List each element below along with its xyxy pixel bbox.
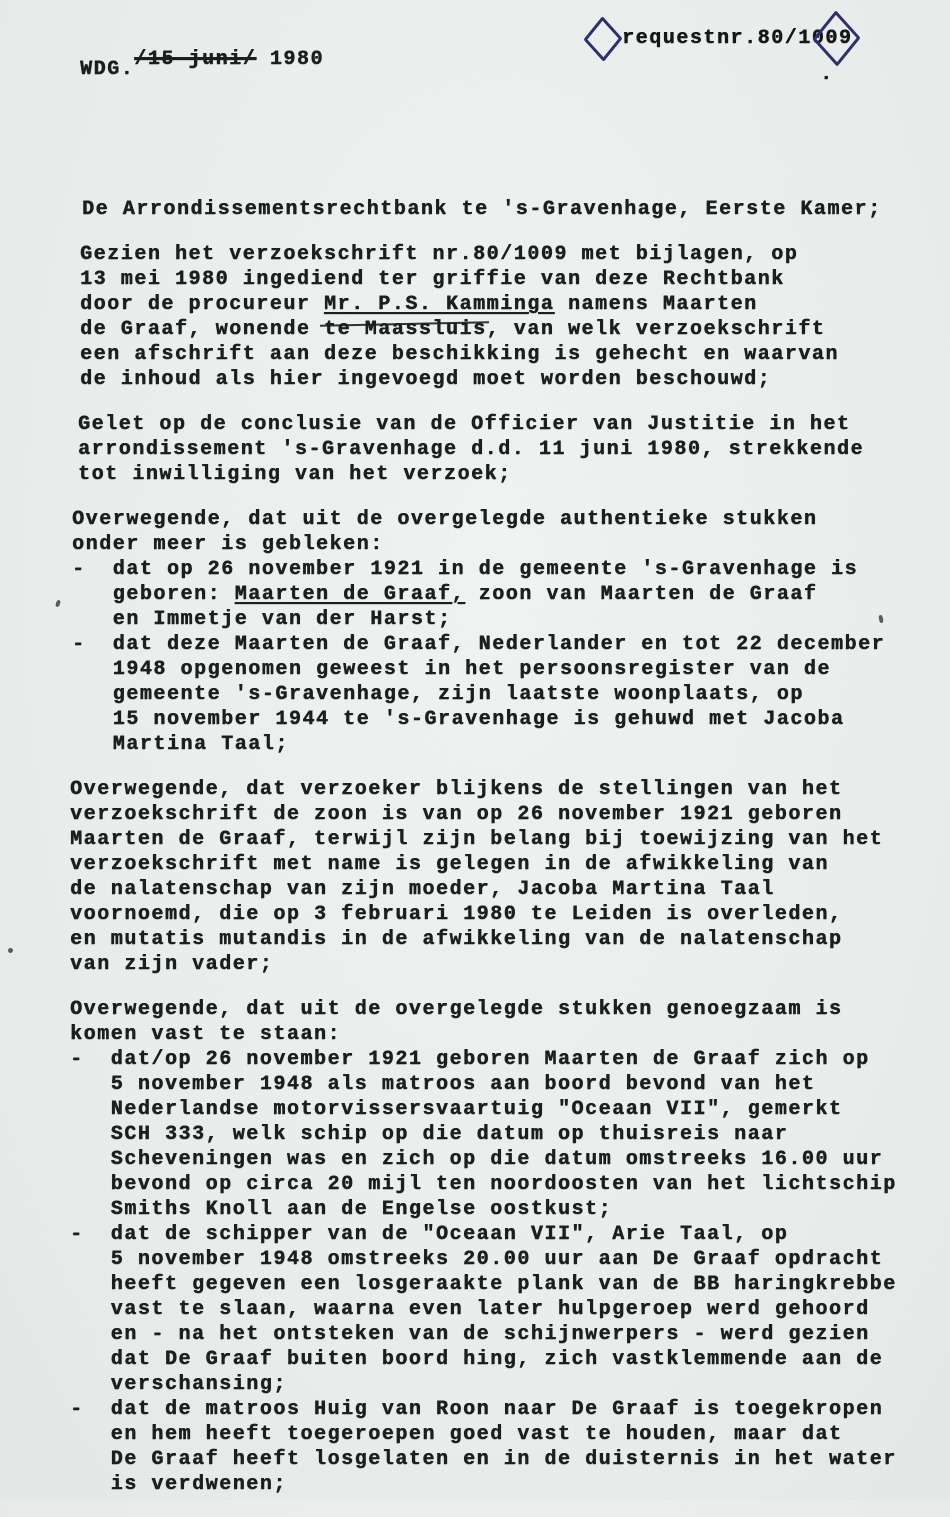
stamp-dot: . bbox=[820, 63, 834, 86]
text-line: De Graaf heeft losgelaten en in de duisternis in het water bbox=[70, 1448, 897, 1471]
text-line: Maarten de Graaf, terwijl zijn belang bij toewijzing van het bbox=[70, 828, 884, 851]
text-line: - dat/op 26 november 1921 geboren Maarten de Graaf zich op bbox=[70, 1048, 870, 1071]
struck-date: /15 juni/ bbox=[134, 48, 257, 71]
text-line: Overwegende, dat verzoeker blijkens de stellingen van het bbox=[70, 778, 843, 801]
emphasized-text: Mr. P.S. Kamminga bbox=[323, 293, 555, 316]
text-line: is verdwenen; bbox=[70, 1473, 287, 1496]
text-line: SCH 333, welk schip op die datum op thuisreis naar bbox=[70, 1123, 789, 1146]
text-line: arrondissement 's-Gravenhage d.d. 11 juni 1980, strekkende bbox=[78, 438, 865, 461]
text-line: Nederlandse motorvissersvaartuig "Oceaan VII", gemerkt bbox=[70, 1098, 843, 1121]
decision-body bbox=[70, 197, 910, 1517]
text-span: , van welk verzoekschrift bbox=[486, 318, 826, 341]
text-line: 15 november 1944 te 's-Gravenhage is gehuwd met Jacoba bbox=[72, 708, 845, 731]
text-line: de inhoud als hier ingevoegd moet worden beschouwd; bbox=[80, 368, 772, 391]
text-line: en - na het ontsteken van de schijnwerpers - werd gezien bbox=[70, 1323, 870, 1346]
paragraph-gezien bbox=[80, 242, 910, 392]
text-line bbox=[80, 317, 910, 342]
text-line: gemeente 's-Gravenhage, zijn laatste woonplaats, op bbox=[72, 683, 804, 706]
text-line: en mutatis mutandis in de afwikkeling van de nalatenschap bbox=[70, 928, 843, 951]
stamp-diamond-right-icon bbox=[813, 10, 861, 66]
text-line: verzoekschrift de zoon is van op 26 november 1921 geboren bbox=[70, 803, 843, 826]
text-line: Smiths Knoll aan de Engelse oostkust; bbox=[70, 1198, 613, 1221]
text-line: en hem heeft toegeroepen goed vast te houden, maar dat bbox=[70, 1423, 843, 1446]
text-line: Overwegende, dat uit de overgelegde stukken genoegzaam is bbox=[70, 998, 843, 1021]
text-line: Martina Taal; bbox=[72, 733, 289, 756]
ink-speck bbox=[55, 600, 61, 608]
text-line bbox=[80, 292, 910, 317]
emphasized-text: Maarten de Graaf, bbox=[234, 583, 466, 606]
text-line: 5 november 1948 omstreeks 20.00 uur aan De Graaf opdracht bbox=[70, 1248, 884, 1271]
text-span: de Graaf, wonende bbox=[80, 318, 324, 341]
text-span: namens Maarten bbox=[554, 293, 758, 316]
text-line: heeft gegeven een losgeraakte plank van de BB haringkrebbe bbox=[70, 1273, 897, 1296]
text-line: Scheveningen was en zich op die datum omstreeks 16.00 uur bbox=[70, 1148, 884, 1171]
text-line: Gezien het verzoekschrift nr.80/1009 met bijlagen, op bbox=[80, 243, 799, 266]
ink-speck bbox=[8, 948, 13, 953]
text-line: en Immetje van der Harst; bbox=[72, 608, 452, 631]
date-year: 1980 bbox=[256, 48, 324, 71]
paragraph-overwegende-1 bbox=[72, 507, 910, 757]
text-line: - dat deze Maarten de Graaf, Nederlander en tot 22 december bbox=[72, 633, 886, 656]
text-line: verzoekschrift met name is gelegen in de afwikkeling van bbox=[70, 853, 829, 876]
text-span: geboren: bbox=[72, 583, 235, 606]
text-line: komen vast te staan: bbox=[70, 1023, 342, 1046]
text-line: 1948 opgenomen geweest in het persoonsregister van de bbox=[72, 658, 831, 681]
text-line: de nalatenschap van zijn moeder, Jacoba Martina Taal bbox=[70, 878, 775, 901]
text-line: van zijn vader; bbox=[70, 953, 274, 976]
text-line: - dat de schipper van de "Oceaan VII", Arie Taal, op bbox=[70, 1223, 789, 1246]
text-line: dat De Graaf buiten boord hing, zich vastklemmende aan de bbox=[70, 1348, 884, 1371]
text-line: 13 mei 1980 ingediend ter griffie van deze Rechtbank bbox=[80, 268, 785, 291]
text-line: - dat op 26 november 1921 in de gemeente 's-Gravenhage is bbox=[72, 558, 859, 581]
request-number-stamp bbox=[588, 20, 855, 86]
text-line: verschansing; bbox=[70, 1373, 287, 1396]
paragraph-overwegende-2 bbox=[70, 777, 910, 977]
text-line: Gelet op de conclusie van de Officier van Justitie in het bbox=[78, 413, 851, 436]
text-span: zoon van Maarten de Graaf bbox=[465, 583, 818, 606]
text-line: 5 november 1948 als matroos aan boord bevond van het bbox=[70, 1073, 816, 1096]
text-line: tot inwilliging van het verzoek; bbox=[78, 463, 512, 486]
text-line bbox=[72, 582, 910, 607]
emphasized-text: te Maassluis bbox=[323, 318, 487, 341]
text-line: - dat de matroos Huig van Roon naar De Graaf is toegekropen bbox=[70, 1398, 884, 1421]
text-line: onder meer is gebleken: bbox=[72, 533, 384, 556]
stamp-text: requestnr.80/1009 bbox=[622, 27, 853, 50]
text-line: Overwegende, dat uit de overgelegde authentieke stukken bbox=[72, 508, 818, 531]
text-span: door de procureur bbox=[80, 293, 324, 316]
paragraph-gelet bbox=[78, 412, 910, 487]
court-heading: De Arrondissementsrechtbank te 's-Gravenhage, Eerste Kamer; bbox=[82, 198, 882, 221]
text-line: een afschrift aan deze beschikking is gehecht en waarvan bbox=[80, 343, 839, 366]
text-line: voornoemd, die op 3 februari 1980 te Leiden is overleden, bbox=[70, 903, 843, 926]
text-line: bevond op circa 20 mijl ten noordoosten van het lichtschip bbox=[70, 1173, 897, 1196]
paragraph-overwegende-3 bbox=[70, 997, 910, 1497]
clerk-initials: WDG. bbox=[80, 58, 135, 81]
text-line: vast te slaan, waarna even later hulpgeroep werd gehoord bbox=[70, 1298, 870, 1321]
